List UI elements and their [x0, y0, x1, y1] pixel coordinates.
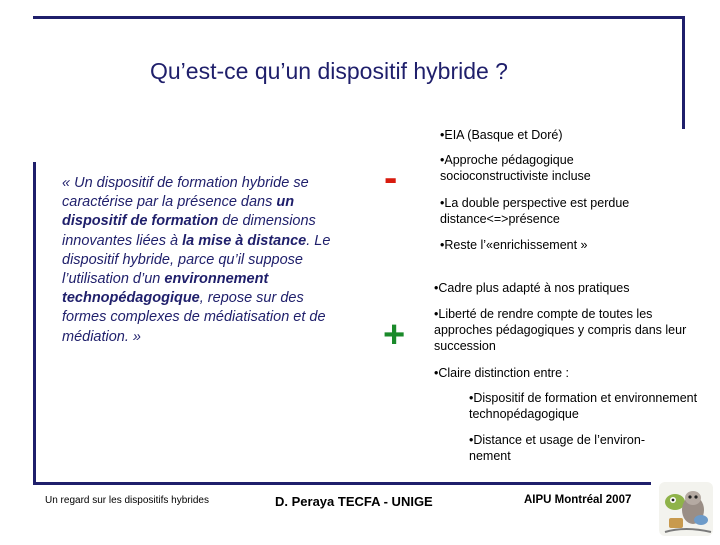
sub-item-dispositif: •Dispositif de formation et environnement technopédagogique	[469, 391, 698, 421]
plus-item-liberte: •Liberté de rendre compte de toutes les approches pédagogiques y compris dans leur succession	[434, 307, 687, 353]
frame-bottom-line	[33, 482, 651, 485]
footer-author: D. Peraya TECFA - UNIGE	[275, 494, 433, 509]
minus-item-perspective: •La double perspective est perdue distance<=>présence	[440, 196, 630, 226]
definition-quote	[62, 174, 334, 347]
slide-title: Qu’est-ce qu’un dispositif hybride ?	[150, 58, 508, 84]
frame-right-line	[682, 16, 685, 129]
quote-text-2: de dimensions innovantes liées à	[62, 213, 316, 249]
quote-bold-2: la mise à distance	[182, 232, 307, 249]
sub-item-distance: •Distance et usage de l’environ-nement	[469, 433, 646, 463]
quote-text-3: . Le dispositif hybride, parce qu’il suppose l’utilisation d’un	[62, 232, 331, 288]
minus-item-eia: •EIA (Basque et Doré)	[440, 128, 563, 142]
minus-item-approche: •Approche pédagogique socioconstructiviste incluse	[440, 153, 591, 183]
quote-text-4: , repose sur des formes complexes de médiatisation et de médiation. »	[62, 290, 326, 345]
frame-top-line	[33, 16, 685, 19]
quote-text-1: « Un dispositif de formation hybride se caractérise par la présence dans	[62, 175, 309, 211]
plus-sign: +	[383, 314, 406, 356]
mascot-logo-icon	[655, 476, 719, 540]
footer-event: AIPU Montréal 2007	[524, 494, 632, 506]
plus-item-cadre: •Cadre plus adapté à nos pratiques	[434, 281, 630, 295]
quote-bold-3: environnement technopédagogique	[62, 271, 269, 307]
frame-left-line	[33, 162, 36, 484]
minus-sign: -	[384, 156, 398, 200]
quote-bold-1: un dispositif de formation	[62, 194, 295, 230]
footer-left-text: Un regard sur les dispositifs hybrides	[45, 495, 209, 506]
minus-item-enrichissement: •Reste l’«enrichissement »	[440, 238, 588, 252]
plus-item-distinction: •Claire distinction entre :	[434, 366, 569, 380]
